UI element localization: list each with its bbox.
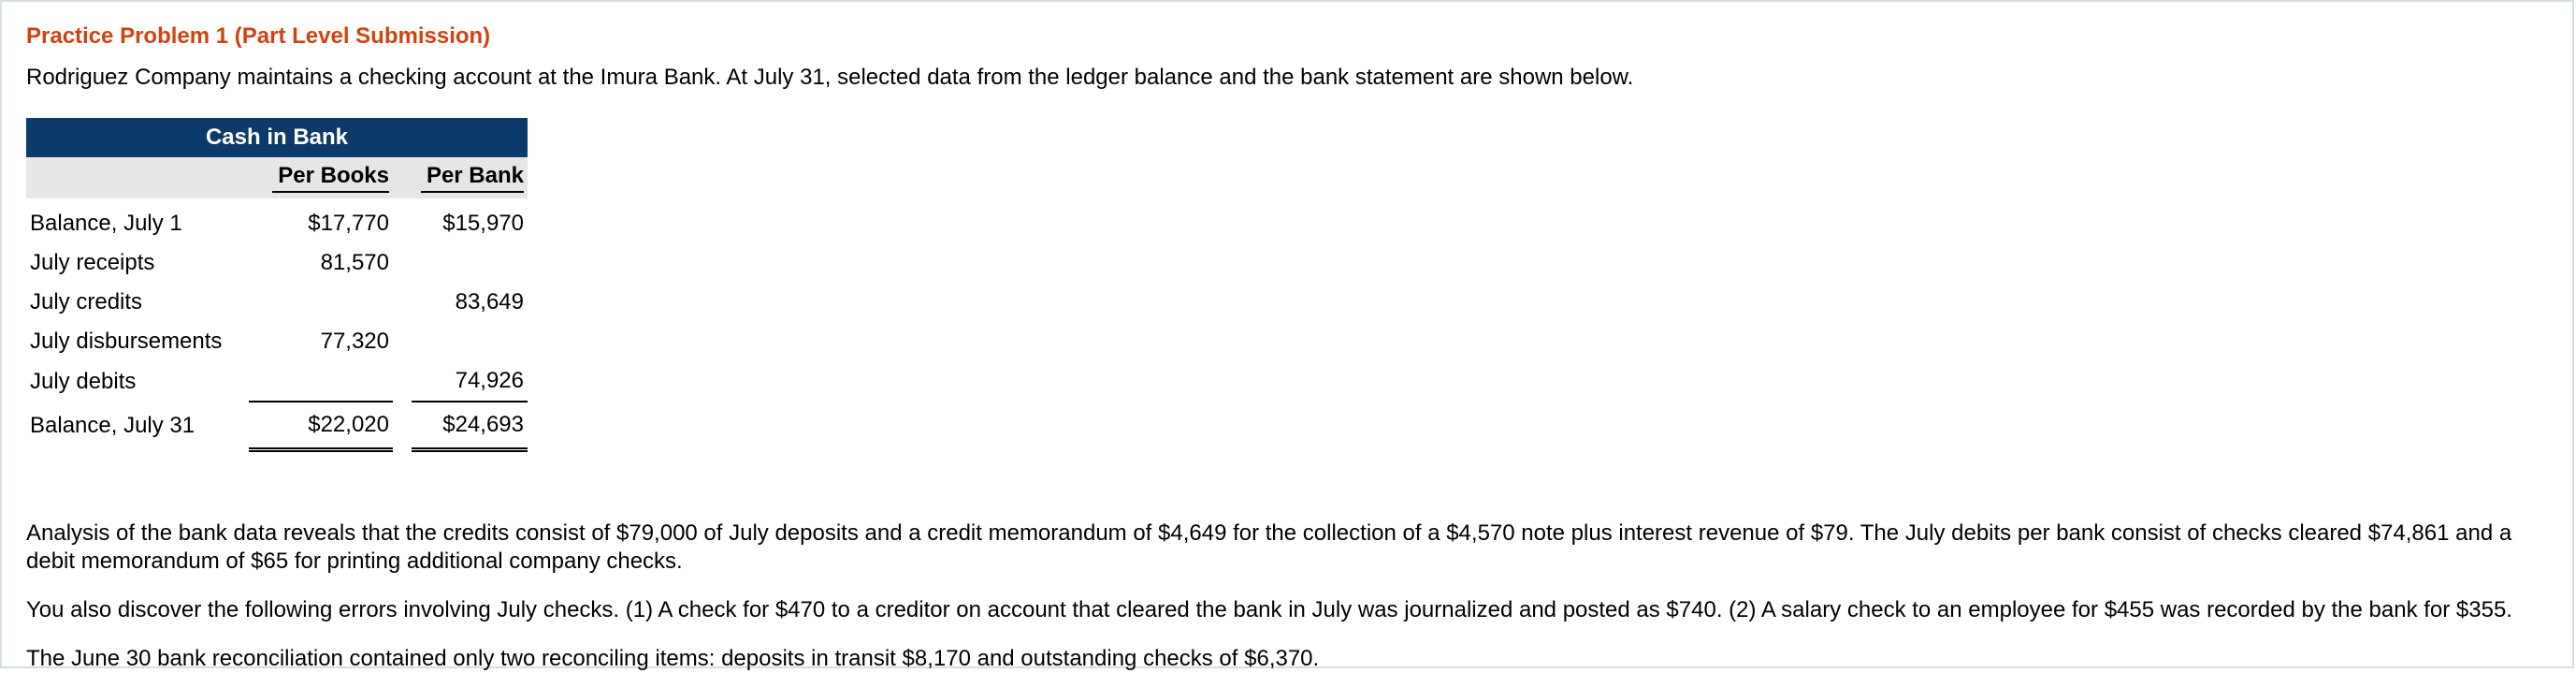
table-subheader-row	[26, 157, 528, 198]
row-label: Balance, July 31	[30, 412, 195, 438]
bank-value	[412, 243, 528, 283]
problem-content	[26, 22, 2552, 673]
col-header-books-cell	[249, 157, 393, 198]
books-value: 77,320	[320, 329, 389, 354]
cash-in-bank-table	[26, 118, 528, 452]
errors-paragraph: You also discover the following errors involving July checks. (1) A check for $470 to a creditor on account that cleared the bank in July was journalized and posted as $740. (2) A salary check to an employee for $455 was recorded by the bank for $355.	[26, 597, 2512, 622]
books-value	[249, 283, 393, 322]
analysis-paragraph: Analysis of the bank data reveals that the credits consist of $79,000 of July deposits and a credit memorandum of $4,649 for the collection of a $4,570 note plus interest revenue of $79. The July debits per bank consist of checks cleared $74,861 and a debit memorandum of $65 for printing additional company checks.	[26, 520, 2512, 574]
bank-value: $15,970	[442, 211, 524, 236]
bank-value: 83,649	[455, 289, 524, 315]
row-label: July debits	[30, 368, 137, 394]
gap-cell	[393, 243, 412, 283]
table-row	[26, 243, 528, 283]
table-row	[26, 361, 528, 402]
row-label: Balance, July 1	[30, 211, 182, 236]
subheader-empty-cell	[26, 157, 249, 198]
col-header-books: Per Books	[272, 163, 389, 193]
june-reconciliation-paragraph: The June 30 bank reconciliation contained only two reconciling items: deposits in transit $8,170 and outstanding checks of $6,370.	[26, 646, 1320, 671]
table-header-row	[26, 118, 528, 157]
subheader-gap-cell	[393, 157, 412, 198]
table-header: Cash in Bank	[26, 118, 528, 157]
row-label: July credits	[30, 289, 143, 315]
row-label: July disbursements	[30, 329, 223, 354]
gap-cell	[393, 402, 412, 450]
books-value: 81,570	[320, 250, 389, 275]
col-header-bank: Per Bank	[421, 163, 524, 193]
gap-cell	[393, 322, 412, 361]
bank-value: 74,926	[455, 368, 524, 393]
books-total: $22,020	[249, 402, 393, 450]
books-value: $17,770	[308, 211, 389, 236]
row-label: July receipts	[30, 250, 155, 275]
col-header-bank-cell	[412, 157, 528, 198]
problem-intro: Rodriguez Company maintains a checking account at the Imura Bank. At July 31, selected data from the ledger balance and the bank statement are shown below.	[26, 65, 1634, 90]
gap-cell	[393, 361, 412, 402]
gap-cell	[393, 283, 412, 322]
gap-cell	[393, 198, 412, 243]
table-row	[26, 322, 528, 361]
books-value	[249, 361, 393, 402]
bank-total: $24,693	[412, 402, 528, 450]
problem-title: Practice Problem 1 (Part Level Submission)	[26, 23, 491, 49]
table-total-row	[26, 402, 528, 450]
table-row	[26, 283, 528, 322]
table-row	[26, 198, 528, 243]
bank-value	[412, 322, 528, 361]
